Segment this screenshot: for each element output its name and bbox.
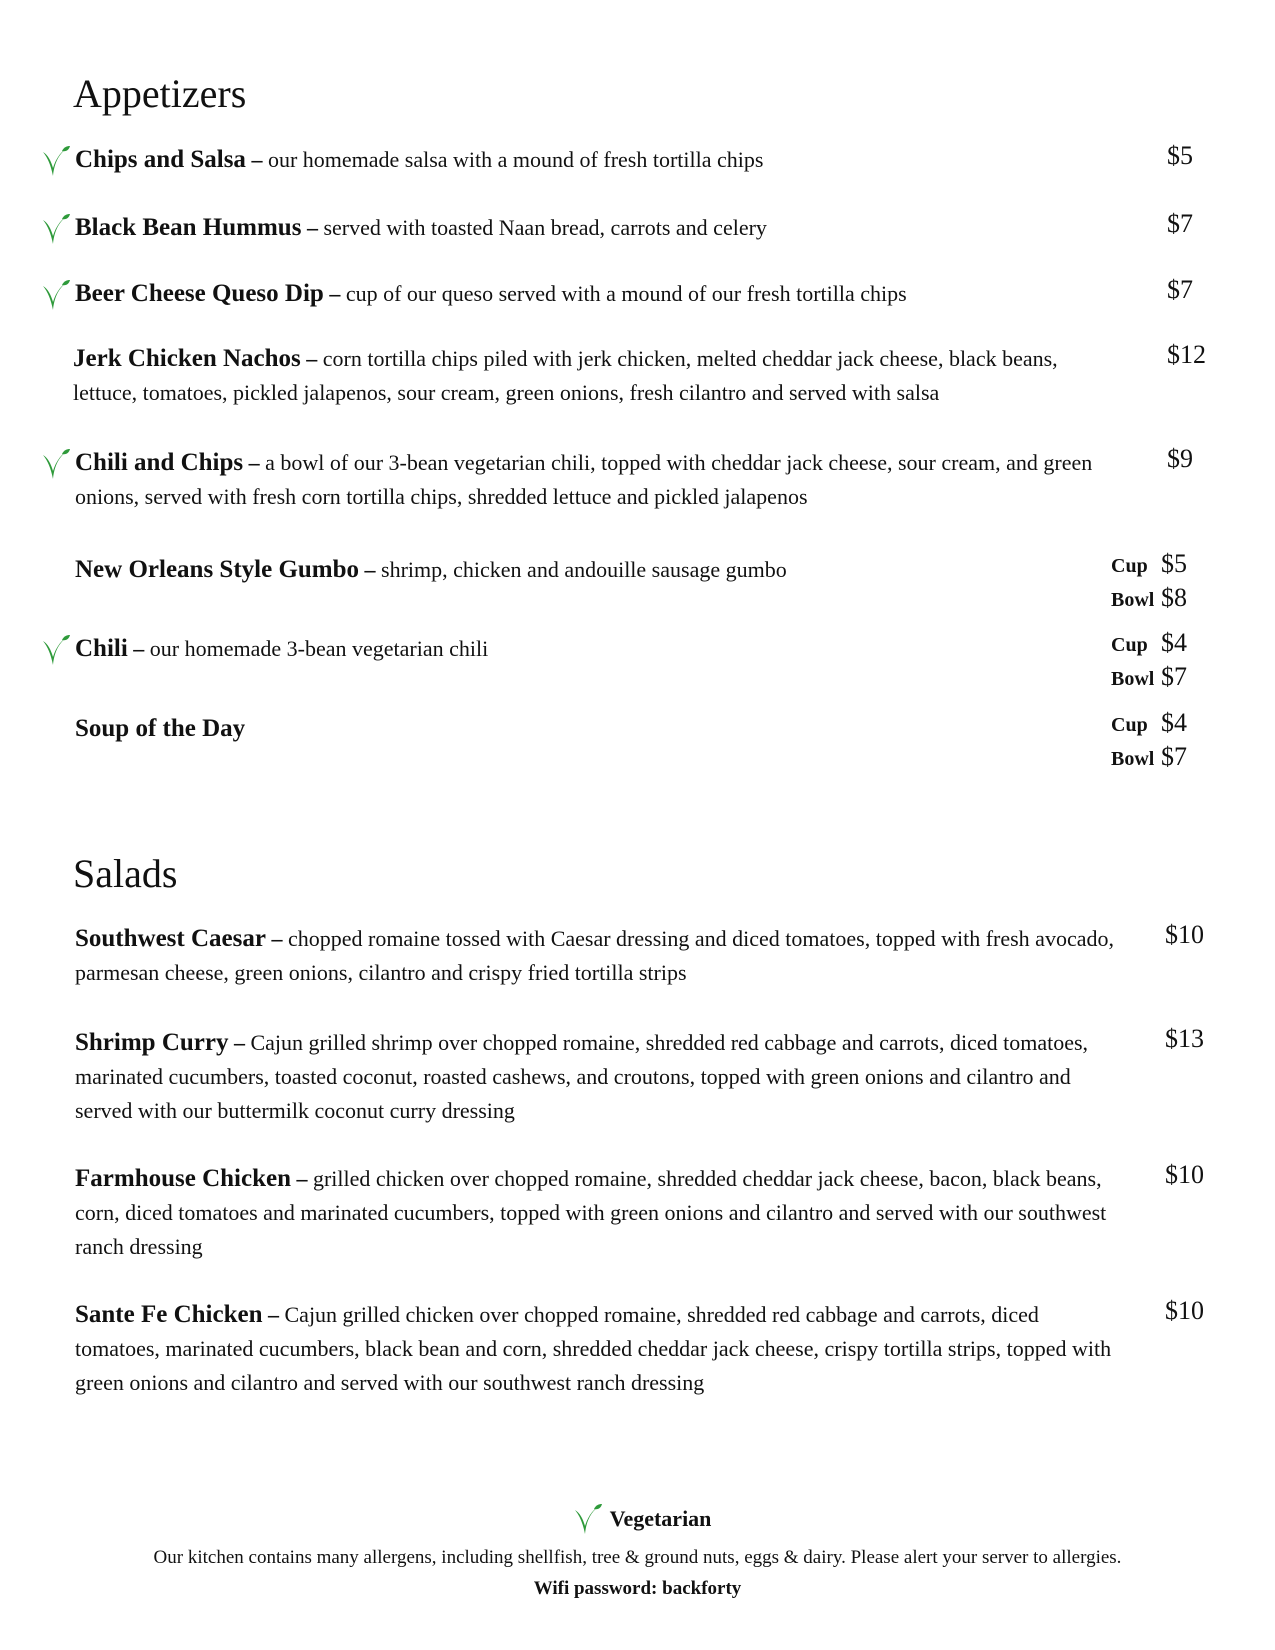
bowl-price: $7 [1161, 742, 1187, 771]
bowl-label: Bowl [1111, 748, 1155, 770]
item-price: $10 [1165, 1296, 1204, 1325]
item-name: Farmhouse Chicken [75, 1165, 291, 1192]
menu-item-text [75, 1298, 1120, 1400]
item-dash: – [228, 1030, 251, 1055]
menu-item-text [75, 632, 1025, 666]
menu-item-text [73, 342, 1103, 410]
item-price: $9 [1167, 444, 1193, 473]
item-price: $10 [1165, 920, 1204, 949]
item-description: Cajun grilled shrimp over chopped romaine, shredded red cabbage and carrots, diced tomatoes, marinated cucumbers, toasted coconut, roasted cashews, and croutons, topped with green onions and cilantro and served with our buttermilk coconut curry dressing [75, 1030, 1089, 1123]
item-description: corn tortilla chips piled with jerk chicken, melted cheddar jack cheese, black beans, lettuce, tomatoes, pickled jalapenos, sour cream, green onions, fresh cilantro and served with salsa [73, 346, 1058, 405]
item-price: $7 [1167, 275, 1193, 304]
menu-item-sante-fe-chicken [75, 1296, 1204, 1400]
item-description: Cajun grilled chicken over chopped romaine, shredded red cabbage and carrots, diced tomatoes, marinated cucumbers, black bean and corn, shredded cheddar jack cheese, crispy tortilla strips, topped with green onions and cilantro and served with our southwest ranch dressing [75, 1302, 1112, 1395]
item-dash: – [301, 215, 324, 240]
menu-item-text [75, 712, 1025, 746]
bowl-label: Bowl [1111, 668, 1155, 690]
item-description: a bowl of our 3-bean vegetarian chili, topped with cheddar jack cheese, sour cream, and green onions, served with fresh corn tortilla chips, shredded lettuce and pickled jalapenos [75, 450, 1093, 509]
item-dash: – [265, 926, 288, 951]
menu-item-text [75, 277, 1085, 311]
item-name: Chili [75, 635, 128, 662]
item-dash: – [243, 450, 266, 475]
vegetarian-leaf-icon [40, 212, 72, 246]
item-dash: – [300, 346, 323, 371]
menu-item-shrimp-curry [75, 1024, 1204, 1128]
item-price: $10 [1165, 1160, 1204, 1189]
item-description: served with toasted Naan bread, carrots and celery [323, 215, 767, 240]
menu-item-soup-of-the-day [75, 708, 1187, 771]
vegetarian-leaf-icon [40, 447, 72, 481]
item-description: our homemade salsa with a mound of fresh tortilla chips [267, 147, 764, 172]
menu-item-chili-and-chips [75, 444, 1193, 514]
cup-price: $4 [1161, 628, 1187, 657]
item-dash: – [359, 557, 382, 582]
cup-label: Cup [1111, 714, 1148, 736]
legend-label: Vegetarian [609, 1506, 712, 1531]
salads-heading: Salads [73, 851, 178, 896]
item-price: $5 [1167, 141, 1193, 170]
item-name: Beer Cheese Queso Dip [75, 280, 324, 307]
menu-item-farmhouse-chicken [75, 1160, 1204, 1264]
menu-item-text [75, 446, 1095, 514]
cup-price: $4 [1161, 708, 1187, 737]
item-name: Chips and Salsa [75, 146, 246, 173]
item-name: Shrimp Curry [75, 1029, 229, 1056]
item-price: $7 [1167, 209, 1193, 238]
item-dash: – [323, 281, 346, 306]
menu-item-beer-cheese-queso-dip [75, 275, 1193, 311]
item-dash: – [245, 147, 268, 172]
menu-item-chips-and-salsa [75, 141, 1193, 177]
menu-item-black-bean-hummus [75, 209, 1193, 245]
allergen-note: Our kitchen contains many allergens, including shellfish, tree & ground nuts, eggs & dairy. Please alert your server to allergies. [153, 1547, 1122, 1568]
vegetarian-leaf-icon [40, 633, 72, 667]
item-description: grilled chicken over chopped romaine, shredded cheddar jack cheese, bacon, black beans, corn, diced tomatoes and marinated cucumbers, topped with green onions and cilantro and served with our southwest ranch dressing [75, 1166, 1107, 1259]
menu-item-text [75, 143, 1085, 177]
size-prices [1111, 548, 1221, 616]
menu-item-text [75, 1162, 1110, 1264]
item-name: New Orleans Style Gumbo [75, 556, 360, 583]
menu-item-new-orleans-style-gumbo [75, 549, 1187, 612]
item-description: chopped romaine tossed with Caesar dressing and diced tomatoes, topped with fresh avocado, parmesan cheese, green onions, cilantro and crispy fried tortilla strips [75, 926, 1114, 985]
item-name: Soup of the Day [75, 715, 246, 742]
vegetarian-legend [0, 1502, 1275, 1536]
wifi-password: Wifi password: backforty [533, 1578, 742, 1599]
item-name: Southwest Caesar [75, 925, 266, 952]
menu-item-chili [75, 628, 1187, 691]
vegetarian-leaf-icon [40, 278, 72, 312]
item-name: Black Bean Hummus [75, 214, 302, 241]
item-name: Jerk Chicken Nachos [73, 345, 301, 372]
item-description: our homemade 3-bean vegetarian chili [149, 636, 489, 661]
item-dash: – [290, 1166, 313, 1191]
bowl-price: $7 [1161, 662, 1187, 691]
menu-item-text [75, 1026, 1120, 1128]
vegetarian-leaf-icon [40, 144, 72, 178]
item-name: Chili and Chips [75, 449, 244, 476]
cup-label: Cup [1111, 555, 1148, 577]
bowl-price: $8 [1161, 583, 1187, 612]
bowl-label: Bowl [1111, 589, 1155, 611]
menu-item-jerk-chicken-nachos [73, 340, 1206, 410]
cup-label: Cup [1111, 634, 1148, 656]
menu-item-text [75, 211, 1085, 245]
item-description: shrimp, chicken and andouille sausage gumbo [381, 557, 787, 582]
item-price: $12 [1167, 340, 1206, 369]
size-prices [1111, 627, 1221, 695]
item-price: $13 [1165, 1024, 1204, 1053]
item-name: Sante Fe Chicken [75, 1301, 263, 1328]
menu-item-text [75, 922, 1150, 990]
cup-price: $5 [1161, 549, 1187, 578]
size-prices [1111, 707, 1221, 775]
vegetarian-leaf-icon [572, 1502, 604, 1536]
menu-item-text [75, 553, 1025, 587]
item-description: cup of our queso served with a mound of our fresh tortilla chips [345, 281, 907, 306]
appetizers-heading: Appetizers [73, 71, 247, 116]
item-dash: – [127, 636, 150, 661]
item-dash: – [262, 1302, 285, 1327]
menu-item-southwest-caesar [75, 920, 1204, 990]
